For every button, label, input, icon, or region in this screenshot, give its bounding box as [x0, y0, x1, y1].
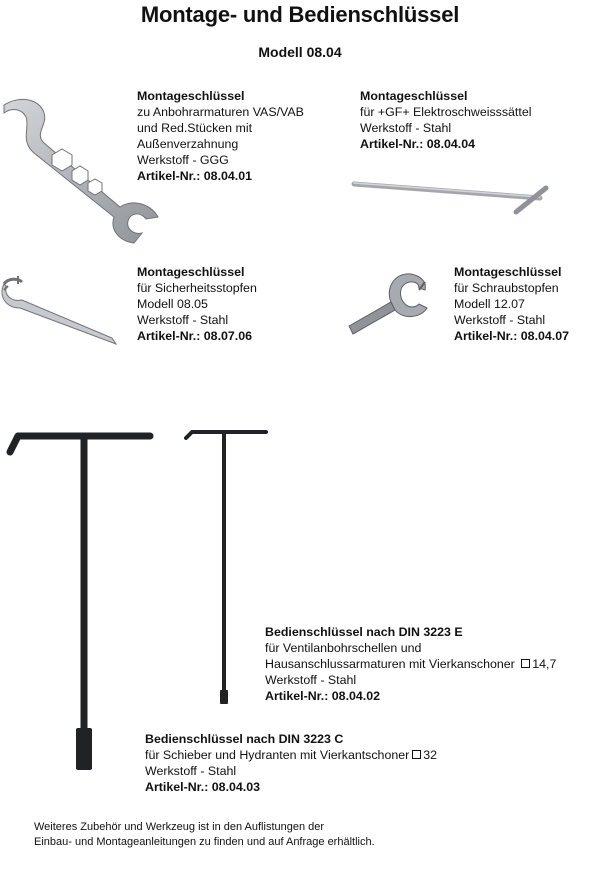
item-line: Werkstoff - Stahl — [145, 764, 237, 778]
pin-spanner-illustration — [0, 268, 125, 348]
item-line-with-square — [145, 747, 437, 763]
item-line: Außenverzahnung — [137, 137, 239, 151]
item-line-with-square — [265, 656, 556, 672]
rod-key-illustration — [350, 178, 560, 218]
item-assembly-key-safety-plug — [137, 264, 257, 344]
item-line: Werkstoff - Stahl — [360, 121, 452, 135]
footer-line: Einbau- und Montageanleitungen zu finden und auf Anfrage erhältlich. — [34, 836, 375, 848]
item-line: Hausanschlussarmaturen mit Vierkanschoner — [265, 657, 515, 671]
item-line: für Schieber und Hydranten mit Vierkantschoner — [145, 748, 410, 762]
item-line: Modell 08.05 — [137, 297, 208, 311]
item-assembly-key-vas-vab — [137, 88, 304, 184]
item-line: Werkstoff - Stahl — [454, 313, 546, 327]
square-icon — [521, 659, 530, 668]
item-heading: Montageschlüssel — [360, 89, 468, 103]
model-subtitle: Modell 08.04 — [258, 44, 342, 60]
t-handle-key-large-illustration — [8, 430, 158, 775]
t-handle-key-small-illustration — [182, 428, 272, 708]
item-line: für Schraubstopfen — [454, 281, 559, 295]
square-size: 14,7 — [532, 657, 557, 671]
item-heading: Bedienschlüssel nach DIN 3223 E — [265, 625, 463, 639]
item-heading: Montageschlüssel — [454, 265, 562, 279]
item-heading: Montageschlüssel — [137, 265, 245, 279]
item-line: Werkstoff - Stahl — [265, 673, 357, 687]
item-article-number: Artikel-Nr.: 08.04.07 — [454, 329, 570, 343]
footer-line: Weiteres Zubehör und Werkzeug ist in den Auflistungen der — [34, 821, 325, 833]
item-line: zu Anbohrarmaturen VAS/VAB — [137, 105, 304, 119]
item-assembly-key-gf — [360, 88, 531, 152]
item-article-number: Artikel-Nr.: 08.04.01 — [137, 169, 253, 183]
item-line: Werkstoff - GGG — [137, 153, 229, 167]
footer-note — [34, 820, 375, 850]
square-size: 32 — [423, 748, 438, 762]
item-line: für Ventilanbohrschellen und — [265, 641, 422, 655]
item-heading: Bedienschlüssel nach DIN 3223 C — [145, 732, 344, 746]
item-line: und Red.Stücken mit — [137, 121, 253, 135]
page-title: Montage- und Bedienschlüssel — [140, 2, 460, 27]
item-line: Werkstoff - Stahl — [137, 313, 229, 327]
hook-wrench-illustration — [345, 268, 435, 338]
item-heading: Montageschlüssel — [137, 89, 245, 103]
item-operating-key-din-c — [145, 731, 437, 795]
item-operating-key-din-e — [265, 624, 556, 704]
item-line: für +GF+ Elektroschweisssättel — [360, 105, 532, 119]
item-line: für Sicherheitsstopfen — [137, 281, 257, 295]
item-article-number: Artikel-Nr.: 08.04.03 — [145, 780, 261, 794]
square-icon — [412, 750, 421, 759]
item-article-number: Artikel-Nr.: 08.04.02 — [265, 689, 381, 703]
item-article-number: Artikel-Nr.: 08.04.04 — [360, 137, 476, 151]
item-assembly-key-screw-plug — [454, 264, 569, 344]
item-line: Modell 12.07 — [454, 297, 525, 311]
item-article-number: Artikel-Nr.: 08.07.06 — [137, 329, 253, 343]
